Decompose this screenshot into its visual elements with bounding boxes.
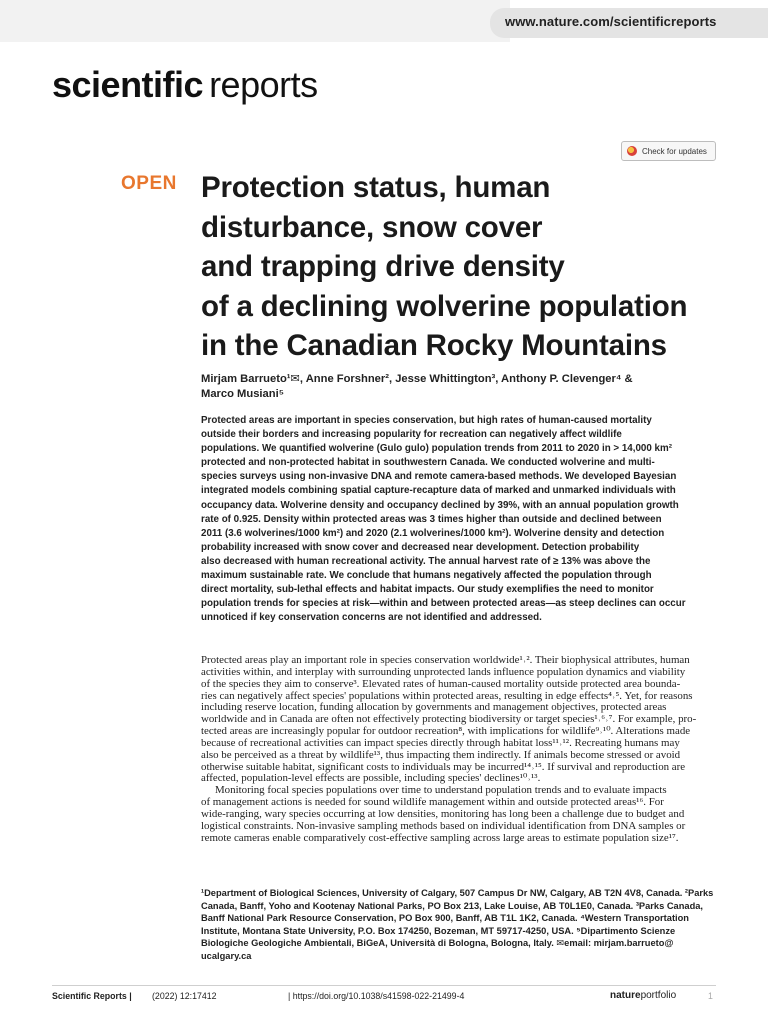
affiliation-line: Banff National Park Resource Conservation, PO Box 900, Banff, AB T1L 1K2, Canada. ⁴Western Transportation xyxy=(201,913,689,924)
footer-journal-name: Scientific Reports | xyxy=(52,991,132,1001)
body-line: Protected areas play an important role in species conservation worldwide¹˒². Their biophysical attributes, human xyxy=(201,654,690,666)
author-line: Mirjam Barrueto¹✉, Anne Forshner², Jesse Whittington³, Anthony P. Clevenger⁴ & xyxy=(201,373,633,385)
body-line: remote cameras enable comparatively cost-effective sampling across large areas to estimate population size¹⁷. xyxy=(201,831,679,844)
top-bar xyxy=(0,0,768,42)
check-for-updates-button[interactable] xyxy=(621,141,716,161)
body-line: ries can negatively affect species' populations within protected areas, resulting in edge effects⁴˒⁵. Yet, for reasons xyxy=(201,689,693,702)
body-line: otherwise suitable habitat, significant costs to individuals may be incurred¹⁴˒¹⁵. If survival and reproduction are xyxy=(201,760,686,773)
body-line: affected, population-level effects are possible, including species' declines¹⁰˒¹³. xyxy=(201,772,541,785)
body-line: of the species they aim to conserve³. Elevated rates of human-caused mortality outside protected area bounda- xyxy=(201,677,681,690)
article-title xyxy=(201,168,741,366)
abstract-line: occupancy data. Wolverine density and occupancy declined by 39%, with an annual population growth xyxy=(201,499,679,511)
journal-masthead xyxy=(52,64,318,106)
body-line: worldwide and in Canada are often not effectively protecting biodiversity or target species¹˒⁶˒⁷. For example, pro- xyxy=(201,713,697,726)
title-line: and trapping drive density xyxy=(201,250,565,283)
top-bar-background xyxy=(0,0,470,42)
page-number: 1 xyxy=(708,991,713,1001)
footer-divider xyxy=(52,985,716,986)
publisher-name-light: portfolio xyxy=(640,990,677,1001)
abstract-line: 2011 (3.6 wolverines/1000 km²) and 2020 (2.1 wolverines/1000 km²). Wolverine density and detection xyxy=(201,527,665,539)
abstract-line: unnoticed if key conservation concerns are not identified and addressed. xyxy=(201,612,542,624)
body-line: including reserve location, funding allocation by governments and management objectives, protected areas xyxy=(201,701,667,714)
affiliation-line: ucalgary.ca xyxy=(201,950,252,961)
abstract-line: also decreased with human recreational activity. The annual harvest rate of ≥ 13% was above the xyxy=(201,555,651,567)
article-body xyxy=(201,655,717,845)
journal-url-link[interactable]: www.nature.com/scientificreports xyxy=(505,14,717,29)
body-line: tected areas are increasingly popular for outdoor recreation⁸, with implications for wildlife⁹˒¹⁰. Alterations made xyxy=(201,725,691,738)
title-line: disturbance, snow cover xyxy=(201,210,543,244)
footer-doi-link[interactable]: | https://doi.org/10.1038/s41598-022-21499-4 xyxy=(288,991,465,1001)
author-affiliations xyxy=(201,887,717,963)
abstract-line: direct mortality, sub-lethal effects and habitat impacts. Our study exemplifies the need to monitor xyxy=(201,584,654,596)
affiliation-line: Canada, Banff, Yoho and Kootenay National Parks, PO Box 213, Lake Louise, AB T0L1E0, Canada. ³Parks Canada, xyxy=(201,900,704,911)
abstract xyxy=(201,414,717,625)
affiliation-line: Biologiche Geologiche Ambientali, BiGeA, Università di Bologna, Bologna, Italy. ✉email: mirjam.barrueto@ xyxy=(201,938,674,949)
body-line: wide-ranging, wary species occurring at low densities, monitoring has long been a challenge due to budget and xyxy=(201,807,685,820)
title-line: in the Canadian Rocky Mountains xyxy=(201,329,667,362)
journal-name-bold: scientific xyxy=(52,64,204,105)
abstract-line: integrated models combining spatial capture-recapture data of marked and unmarked individuals with xyxy=(201,485,676,497)
abstract-line: probability increased with snow cover and decreased near development. Detection probability xyxy=(201,541,640,553)
footer-volume: (2022) 12:17412 xyxy=(152,991,217,1001)
body-line: Monitoring focal species populations over time to understand population trends and to evaluate impacts xyxy=(215,784,667,797)
abstract-line: species surveys using non-invasive DNA and remote camera-based methods. We developed Bayesian xyxy=(201,471,677,483)
abstract-line: outside their borders and increasing popularity for recreation can negatively affect wildlife xyxy=(201,429,622,441)
journal-name-light: reports xyxy=(209,64,318,105)
body-line: because of recreational activities can impact species directly through habitat loss¹¹˒¹². Recreating humans may xyxy=(201,736,680,749)
title-line: of a declining wolverine population xyxy=(201,289,688,323)
open-access-badge: OPEN xyxy=(121,173,177,194)
crossmark-icon xyxy=(627,146,637,156)
body-line: also be perceived as a threat by wildlife¹³, thus impacting them indirectly. If animals become stressed or avoid xyxy=(201,748,681,761)
affiliation-line: Institute, Montana State University, P.O. Box 174250, Bozeman, MT 59717-4250, USA. ⁵Dipartimento Scienze xyxy=(201,925,676,936)
abstract-line: rate of 0.925. Density within protected areas was 3 times higher than outside and declined between xyxy=(201,513,662,525)
author-list xyxy=(201,372,701,402)
publisher-name-bold: nature xyxy=(610,990,641,1001)
abstract-line: population trends for species at risk—within and between protected areas—as steep declines can occur xyxy=(201,598,686,610)
abstract-line: Protected areas are important in species conservation, but high rates of human-caused mortality xyxy=(201,415,652,426)
publisher-logo xyxy=(610,990,676,1001)
body-line: logistical constraints. Non-invasive sampling methods based on individual identification from DNA samples or xyxy=(201,819,686,832)
check-for-updates-label: Check for updates xyxy=(642,146,707,156)
abstract-line: protected and non-protected habitat in southwestern Canada. We conducted wolverine and multi- xyxy=(201,457,655,469)
affiliation-line: ¹Department of Biological Sciences, University of Calgary, 507 Campus Dr NW, Calgary, AB T2N 4V8, Canada. ²Parks xyxy=(201,888,714,898)
author-line: Marco Musiani⁵ xyxy=(201,388,284,400)
abstract-line: maximum sustainable rate. We conclude that humans negatively affected the population through xyxy=(201,570,652,582)
page-footer xyxy=(52,991,716,1005)
body-line: activities within, and interplay with surrounding unprotected lands influence population dynamics and viability xyxy=(201,665,686,678)
title-line: Protection status, human xyxy=(201,171,551,204)
abstract-line: populations. We quantified wolverine (Gulo gulo) population trends from 2011 to 2020 in > 14,000 km² xyxy=(201,443,672,455)
body-line: of management actions is needed for sound wildlife management within and outside protected areas¹⁶. For xyxy=(201,796,664,809)
